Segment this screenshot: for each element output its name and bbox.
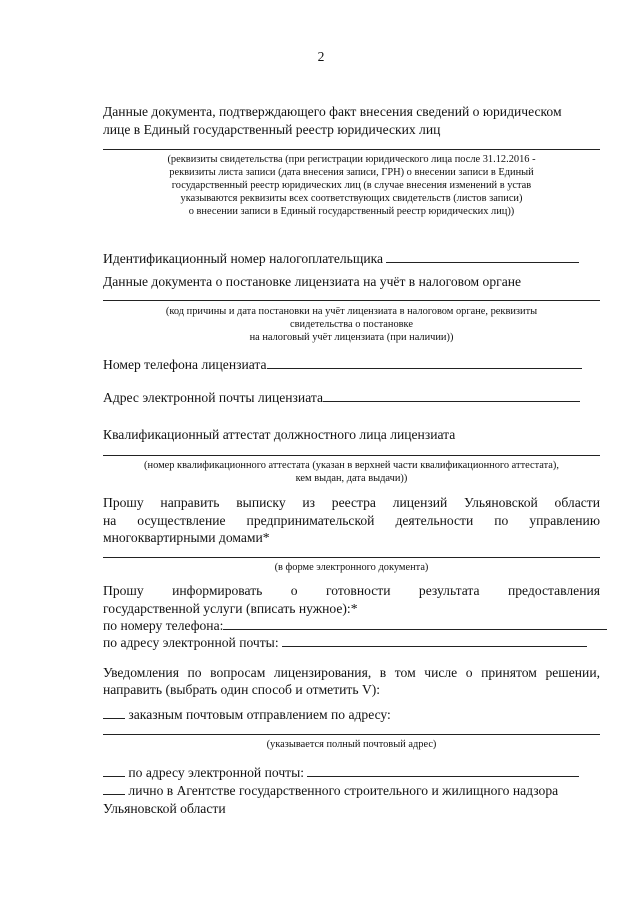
egrul-note-line: реквизиты листа записи (дата внесения записи, ГРН) о внесении записи в Единый bbox=[169, 167, 534, 178]
notify-line2: направить (выбрать один способ и отметить V): bbox=[103, 682, 381, 697]
mail-address-fill-line[interactable] bbox=[103, 734, 600, 735]
email-checkbox[interactable] bbox=[103, 764, 125, 777]
tax-fill-line[interactable] bbox=[103, 300, 600, 301]
personal-option-label-line2: Ульяновской области bbox=[103, 801, 226, 816]
notify-mail-row bbox=[103, 706, 391, 723]
inn-fill-line[interactable] bbox=[386, 250, 579, 263]
tax-note bbox=[103, 305, 600, 344]
tax-note-line: на налоговый учёт лицензиата (при наличии)) bbox=[249, 332, 454, 343]
notify-line1: Уведомления по вопросам лицензирования, в том числе о принятом решении, bbox=[103, 665, 600, 680]
mail-checkbox[interactable] bbox=[103, 706, 125, 719]
tax-note-line: (код причины и дата постановки на учёт лицензиата в налоговом органе, реквизиты bbox=[165, 306, 538, 317]
inn-row bbox=[103, 250, 579, 267]
mail-option-label: заказным почтовым отправлением по адресу: bbox=[128, 707, 391, 722]
personal-option-label-line1: лично в Агентстве государственного строительного и жилищного надзора bbox=[128, 783, 559, 798]
attestat-label: Квалификационный аттестат должностного лица лицензиата bbox=[103, 427, 456, 442]
egrul-note-line: государственный реестр юридических лиц (в случае внесения изменений в устав bbox=[171, 180, 532, 191]
email-fill-line[interactable] bbox=[323, 389, 580, 402]
egrul-label-line2: лице в Единый государственный реестр юридических лиц bbox=[103, 122, 441, 137]
inform-email-fill-line[interactable] bbox=[282, 634, 587, 647]
phone-fill-line[interactable] bbox=[267, 356, 582, 369]
extract-line2: на осуществление предпринимательской деятельности по управлению bbox=[103, 513, 600, 528]
extract-fill-line[interactable] bbox=[103, 557, 600, 558]
email-row bbox=[103, 389, 580, 406]
extract-line1: Прошу направить выписку из реестра лицензий Ульяновской области bbox=[103, 495, 600, 510]
egrul-label-line1: Данные документа, подтверждающего факт внесения сведений о юридическом bbox=[103, 104, 562, 119]
inn-label: Идентификационный номер налогоплательщика bbox=[103, 251, 384, 266]
notify-personal-row bbox=[103, 782, 558, 799]
inform-phone-label: по номеру телефона: bbox=[103, 618, 224, 633]
inform-phone-fill-line[interactable] bbox=[223, 617, 607, 630]
attestat-fill-line[interactable] bbox=[103, 455, 600, 456]
inform-line2: государственной услуги (вписать нужное):* bbox=[103, 601, 358, 616]
attestat-note bbox=[96, 459, 607, 485]
inform-email-label: по адресу электронной почты: bbox=[103, 635, 279, 650]
inform-phone-row bbox=[103, 617, 607, 634]
page-number: 2 bbox=[317, 49, 325, 64]
attestat-note-line: кем выдан, дата выдачи)) bbox=[295, 473, 408, 484]
egrul-note-line: о внесении записи в Единый государственный реестр юридических лиц)) bbox=[188, 206, 515, 217]
phone-row bbox=[103, 356, 582, 373]
phone-label: Номер телефона лицензиата bbox=[103, 357, 267, 372]
attestat-note-line: (номер квалификационного аттестата (указан в верхней части квалификационного аттестата), bbox=[144, 460, 559, 471]
inform-line1: Прошу информировать о готовности результата предоставления bbox=[103, 583, 600, 598]
mail-address-note: (указывается полный почтовый адрес) bbox=[266, 739, 437, 750]
tax-label: Данные документа о постановке лицензиата на учёт в налоговом органе bbox=[103, 274, 522, 289]
egrul-fill-line[interactable] bbox=[103, 149, 600, 150]
extract-line3: многоквартирными домами* bbox=[103, 530, 270, 545]
email-label: Адрес электронной почты лицензиата bbox=[103, 390, 324, 405]
egrul-note-line: указываются реквизиты всех соответствующих свидетельств (листов записи) bbox=[180, 193, 523, 204]
notify-email-row bbox=[103, 764, 579, 781]
extract-note: (в форме электронного документа) bbox=[274, 562, 429, 573]
inform-email-row bbox=[103, 634, 587, 651]
personal-checkbox[interactable] bbox=[103, 782, 125, 795]
egrul-note bbox=[103, 153, 600, 218]
tax-note-line: свидетельства о постановке bbox=[290, 319, 413, 330]
email-option-label: по адресу электронной почты: bbox=[128, 765, 305, 780]
notify-email-fill-line[interactable] bbox=[307, 764, 579, 777]
egrul-note-line: (реквизиты свидетельства (при регистрации юридического лица после 31.12.2016 - bbox=[167, 154, 536, 165]
